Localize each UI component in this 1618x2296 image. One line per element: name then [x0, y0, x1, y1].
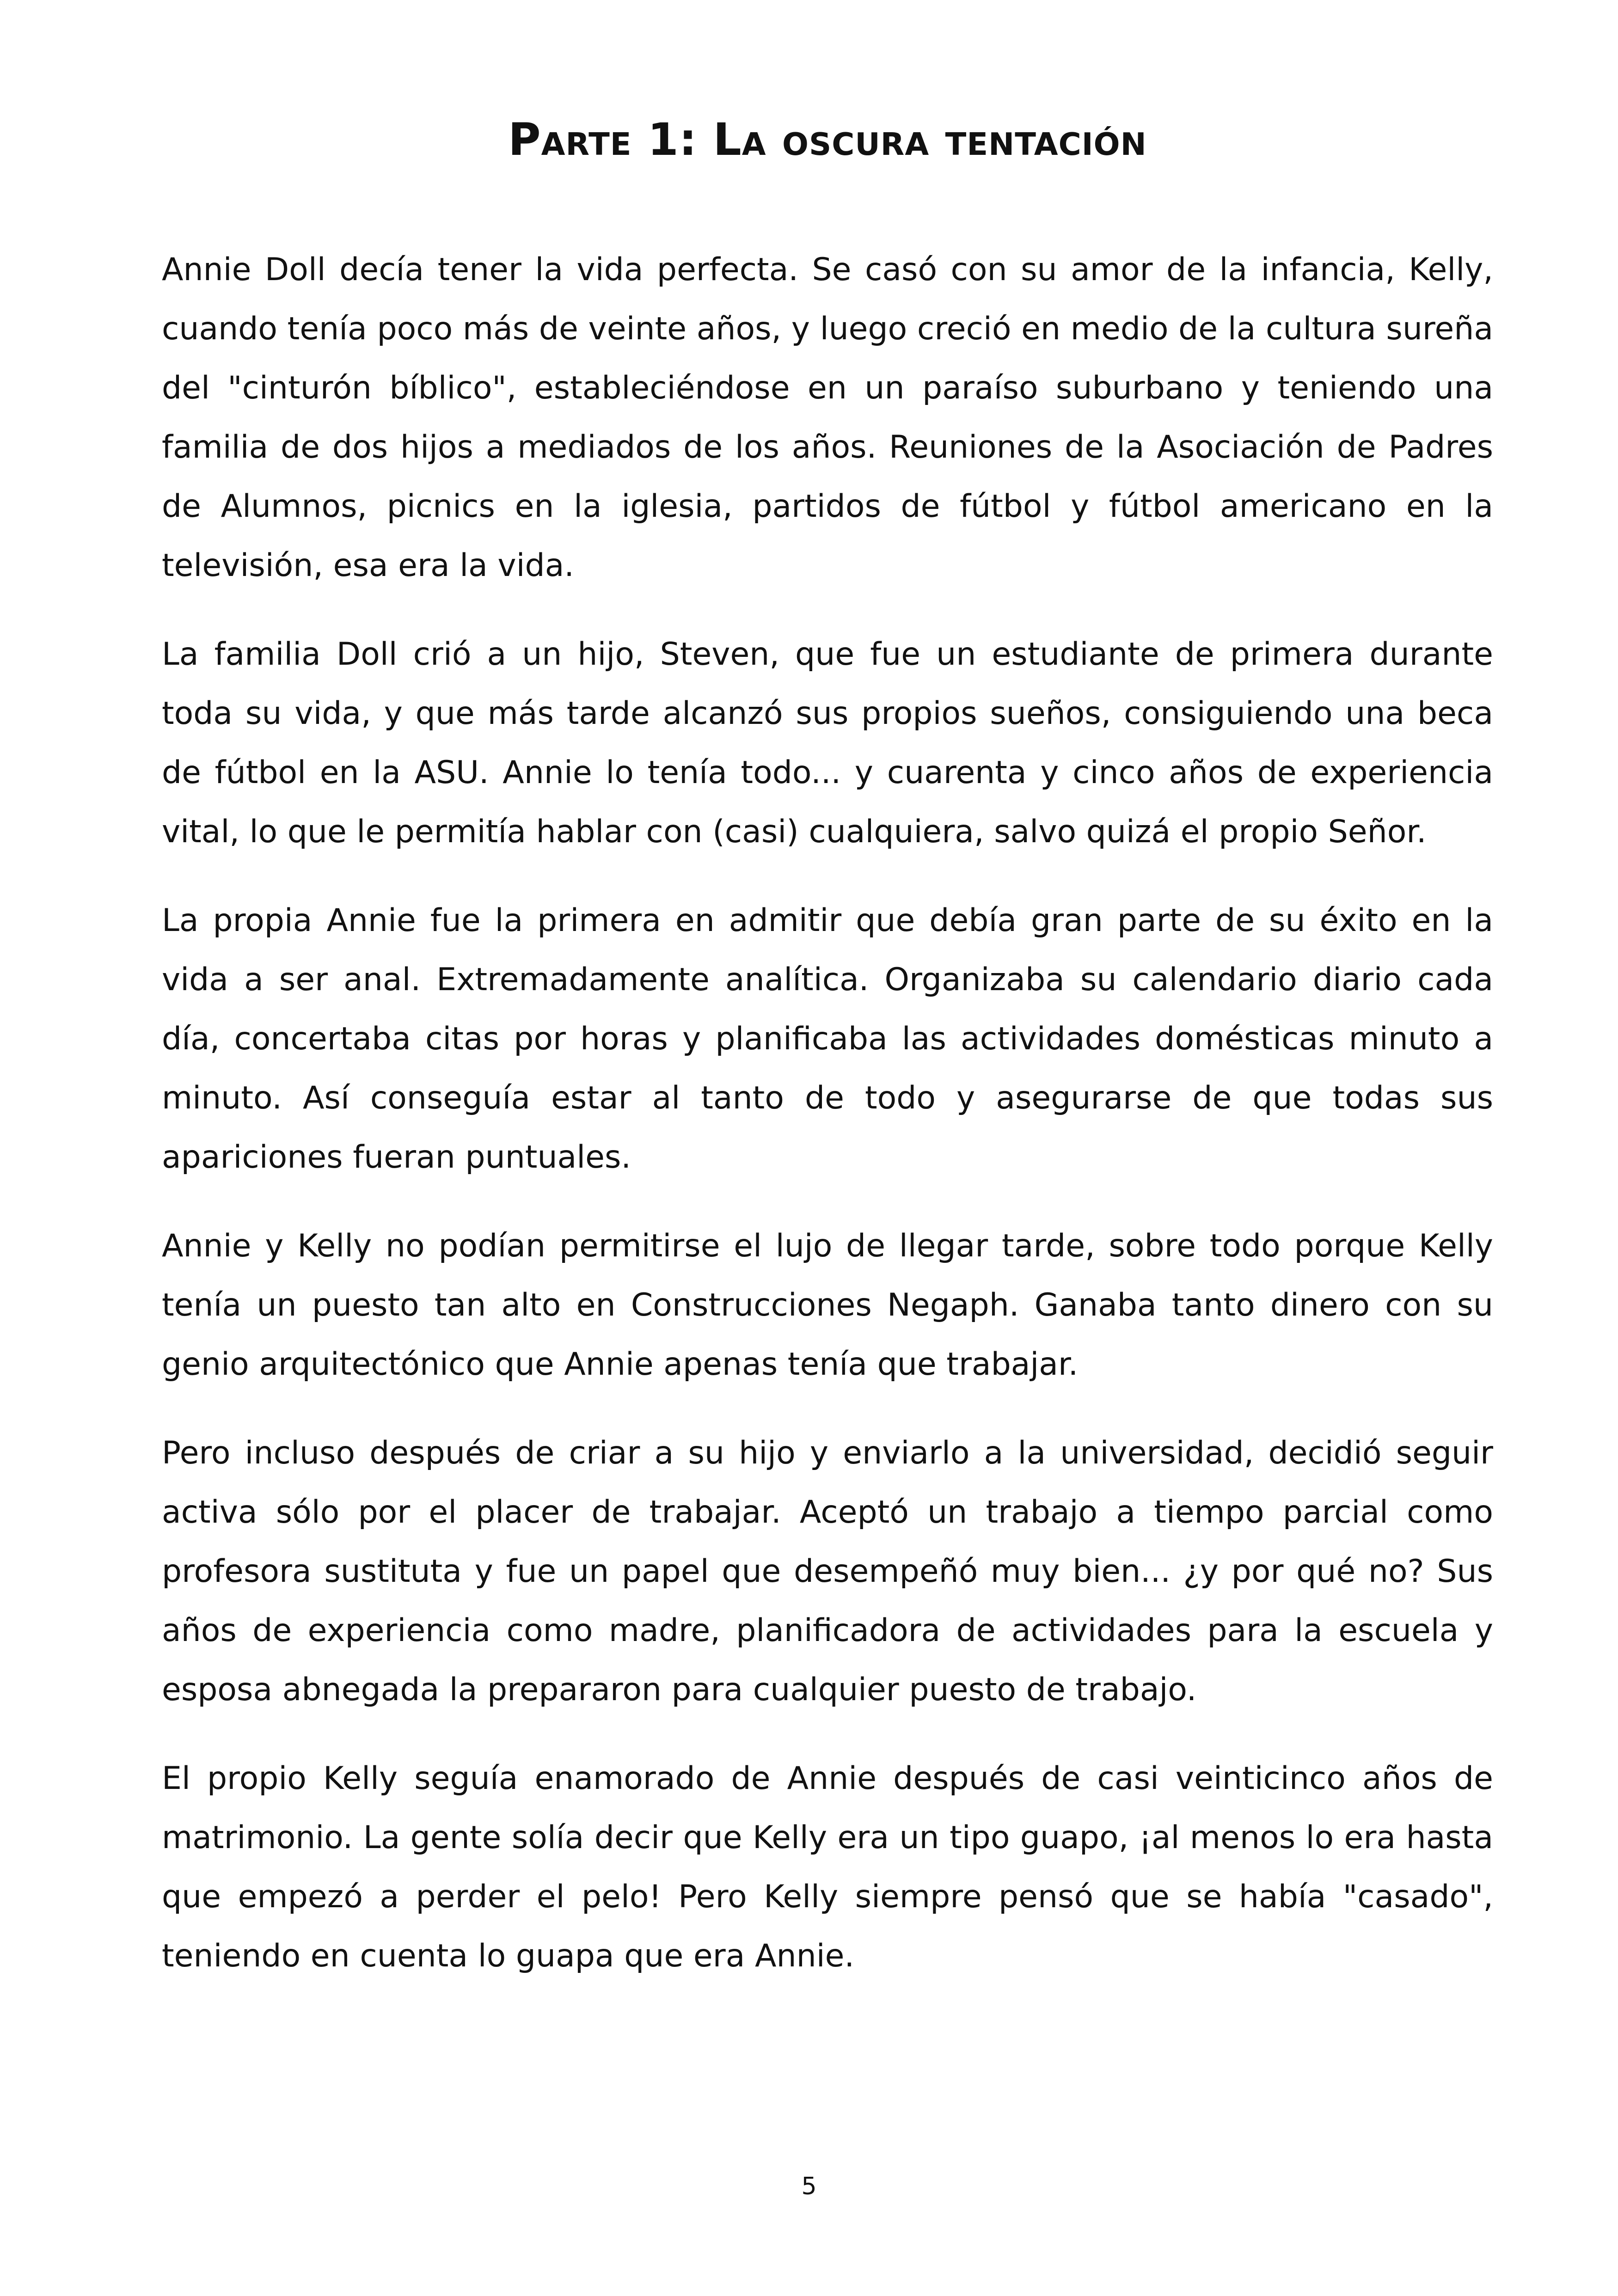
paragraph-4: Annie y Kelly no podían permitirse el lujo de llegar tarde, sobre todo porque Kelly tenía un puesto tan alto en Construcciones Negaph. Ganaba tanto dinero con su genio arquitectónico que Annie apenas tenía que trabajar.: [162, 1228, 1493, 1383]
paragraph-2: La familia Doll crió a un hijo, Steven, que fue un estudiante de primera durante toda su vida, y que más tarde alcanzó sus propios sueños, consiguiendo una beca de fútbol en la ASU. Annie lo tenía todo... y cuarenta y cinco años de experiencia vital, lo que le permitía hablar con (casi) cualquiera, salvo quizá el propio Señor.: [162, 636, 1493, 850]
page-number: 5: [801, 2173, 817, 2200]
body-text: [162, 240, 1493, 2015]
paragraph-6: El propio Kelly seguía enamorado de Annie después de casi veinticinco años de matrimonio. La gente solía decir que Kelly era un tipo guapo, ¡al menos lo era hasta que empezó a perder el pelo! Pero Kelly siempre pensó que se había "casado", teniendo en cuenta lo guapa que era Annie.: [162, 1760, 1493, 1974]
chapter-title: Parte 1: La oscura tentación: [508, 114, 1147, 165]
paragraph-3: La propia Annie fue la primera en admitir que debía gran parte de su éxito en la vida a ser anal. Extremadamente analítica. Organizaba su calendario diario cada día, concertaba citas por horas y planificaba las actividades domésticas minuto a minuto. Así conseguía estar al tanto de todo y asegurarse de que todas sus apariciones fueran puntuales.: [162, 902, 1493, 1176]
paragraph-5: Pero incluso después de criar a su hijo y enviarlo a la universidad, decidió seguir activa sólo por el placer de trabajar. Aceptó un trabajo a tiempo parcial como profesora sustituta y fue un papel que desempeñó muy bien... ¿y por qué no? Sus años de experiencia como madre, planificadora de actividades para la escuela y esposa abnegada la prepararon para cualquier puesto de trabajo.: [162, 1435, 1493, 1708]
paragraph-1: Annie Doll decía tener la vida perfecta. Se casó con su amor de la infancia, Kelly, cuando tenía poco más de veinte años, y luego creció en medio de la cultura sureña del "cinturón bíblico", estableciéndose en un paraíso suburbano y teniendo una familia de dos hijos a mediados de los años. Reuniones de la Asociación de Padres de Alumnos, picnics en la iglesia, partidos de fútbol y fútbol americano en la televisión, esa era la vida.: [162, 251, 1493, 584]
